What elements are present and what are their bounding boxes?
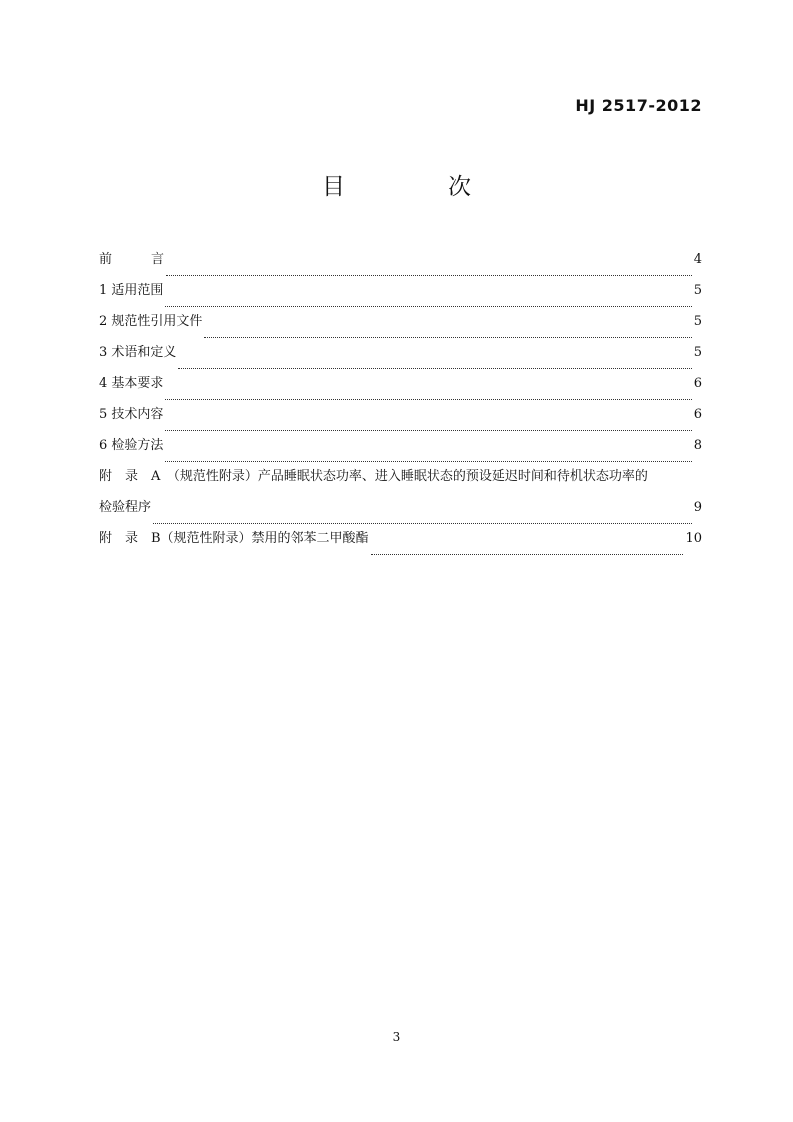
toc-entry-label: 4 基本要求 — [99, 376, 164, 391]
toc-entry-label: 2 规范性引用文件 — [99, 314, 203, 329]
page-number: 3 — [392, 1030, 401, 1044]
toc-leader-dots — [153, 522, 692, 524]
toc-leader-dots — [165, 460, 691, 462]
toc-leader-dots — [166, 274, 692, 276]
toc-entry-scope[interactable] — [99, 280, 702, 311]
toc-entry-appendix-a[interactable] — [99, 466, 702, 528]
toc-entry-foreword[interactable] — [99, 249, 702, 280]
toc-leader-dots — [165, 429, 691, 431]
toc-entry-page: 4 — [693, 252, 702, 267]
toc-entry-technical-content[interactable] — [99, 404, 702, 435]
toc-leader-dots — [165, 305, 691, 307]
toc-entry-terms-definitions[interactable] — [99, 342, 702, 373]
toc-entry-label: 附 录 A （规范性附录）产品睡眠状态功率、进入睡眠状态的预设延迟时间和待机状态功率的 — [99, 469, 648, 484]
toc-leader-dots — [178, 367, 691, 369]
toc-entry-label: 5 技术内容 — [99, 407, 164, 422]
toc-entry-label-continued: 检验程序 — [99, 500, 152, 515]
toc-entry-appendix-b[interactable] — [99, 528, 702, 559]
toc-entry-normative-references[interactable] — [99, 311, 702, 342]
toc-entry-label: 附 录 B（规范性附录）禁用的邻苯二甲酸酯 — [99, 531, 369, 546]
toc-entry-page: 8 — [693, 438, 702, 453]
table-of-contents — [99, 249, 702, 559]
toc-leader-dots — [204, 336, 691, 338]
toc-leader-dots — [371, 553, 684, 555]
toc-entry-page: 5 — [693, 283, 702, 298]
toc-entry-continuation — [99, 497, 702, 528]
toc-entry-test-methods[interactable] — [99, 435, 702, 466]
toc-entry-label: 1 适用范围 — [99, 283, 164, 298]
toc-entry-label: 前 言 — [99, 252, 165, 267]
page-title: 目 次 — [322, 174, 511, 200]
toc-entry-page: 6 — [693, 407, 702, 422]
toc-entry-label: 3 术语和定义 — [99, 345, 177, 360]
toc-entry-page: 5 — [693, 314, 702, 329]
toc-entry-page: 9 — [693, 500, 702, 515]
toc-entry-page: 6 — [693, 376, 702, 391]
document-code: HJ 2517-2012 — [575, 96, 702, 115]
toc-entry-label: 6 检验方法 — [99, 438, 164, 453]
toc-entry-basic-requirements[interactable] — [99, 373, 702, 404]
toc-entry-page: 10 — [685, 531, 702, 546]
toc-leader-dots — [165, 398, 691, 400]
toc-entry-page: 5 — [693, 345, 702, 360]
